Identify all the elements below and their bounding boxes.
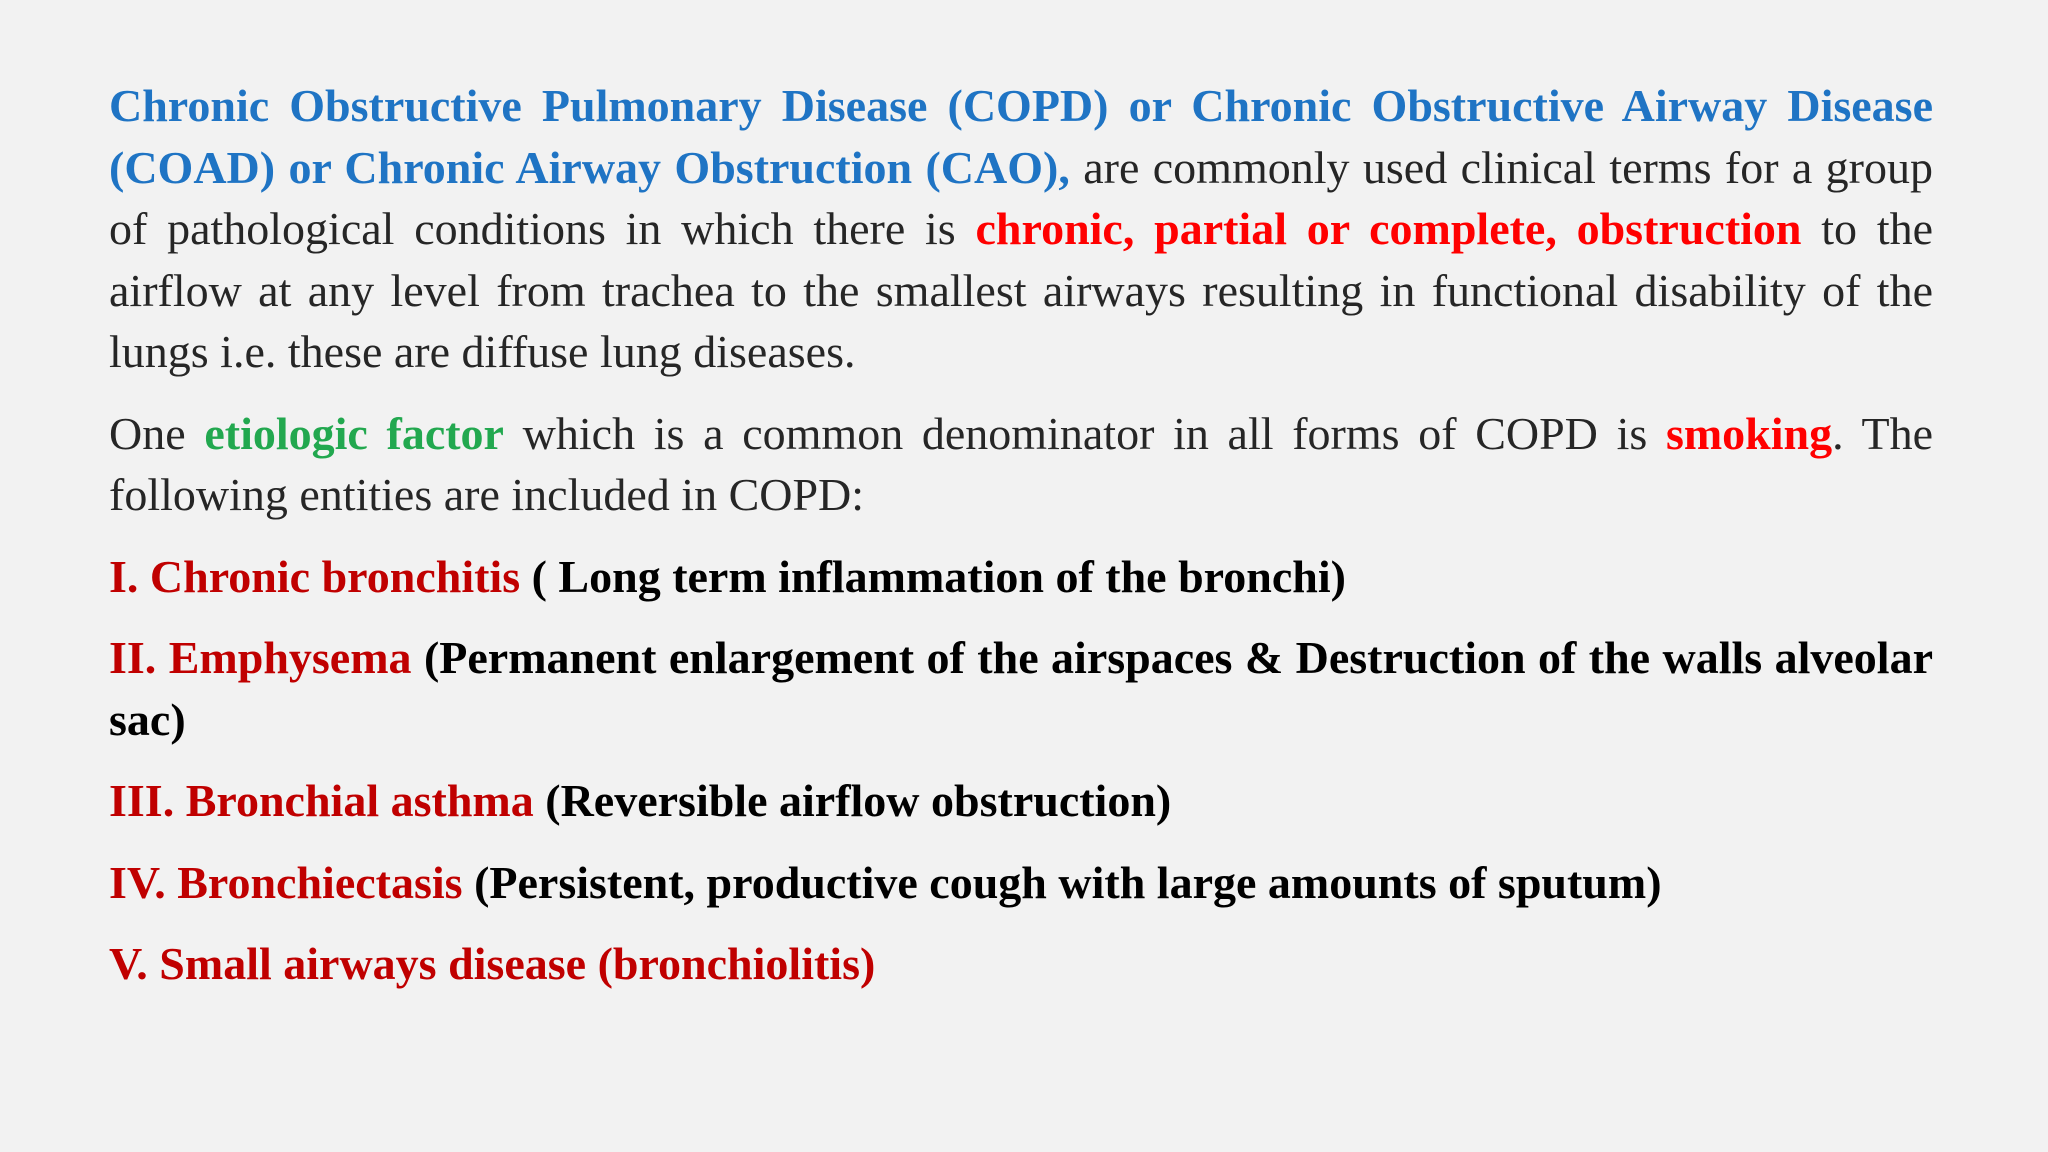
entity-description: (Persistent, productive cough with large amounts of sputum)	[462, 856, 1662, 908]
entity-name: I. Chronic bronchitis	[109, 550, 521, 602]
entity-item	[109, 770, 1933, 832]
intro-text-b: to the airflow at any level from trachea to the smallest airways resulting in functional disability of the lungs i.e. these are diffuse lung diseases.	[109, 203, 1934, 377]
entity-name: III. Bronchial asthma	[109, 775, 534, 826]
entity-item	[109, 852, 1933, 914]
entity-list	[109, 546, 1933, 995]
etiology-text-b: which is a common denominator in all forms of COPD is	[503, 407, 1666, 459]
intro-text-a: are commonly used clinical terms for a group of pathological conditions in which there is	[109, 141, 1934, 254]
smoking-label: smoking	[1665, 407, 1833, 459]
entity-description: (Permanent enlargement of the airspaces & Destruction of the walls alveolar sac)	[109, 632, 1934, 745]
intro-paragraph	[109, 75, 1933, 383]
entity-item	[109, 627, 1933, 750]
entity-name: IV. Bronchiectasis	[109, 856, 463, 908]
obstruction-type: chronic, partial or complete, obstruction	[975, 203, 1802, 254]
entity-name: II. Emphysema	[109, 632, 412, 683]
entity-item	[109, 933, 1933, 995]
etiology-paragraph	[109, 403, 1933, 526]
entity-item	[109, 546, 1933, 608]
terms-comma: ,	[1058, 141, 1070, 193]
etiology-text-a: One	[109, 407, 205, 459]
etiologic-factor-label: etiologic factor	[204, 407, 504, 459]
slide-content	[109, 75, 1933, 995]
etiology-text-c: . The following entities are included in COPD:	[109, 407, 1933, 520]
entity-name: V. Small airways disease (bronchiolitis)	[109, 938, 876, 989]
entity-description: ( Long term inflammation of the bronchi)	[520, 550, 1346, 602]
copd-terms: Chronic Obstructive Pulmonary Disease (COPD) or Chronic Obstructive Airway Disease (COAD) or Chronic Airway Obstruction (CAO)	[109, 80, 1933, 193]
entity-description: (Reversible airflow obstruction)	[533, 775, 1172, 826]
